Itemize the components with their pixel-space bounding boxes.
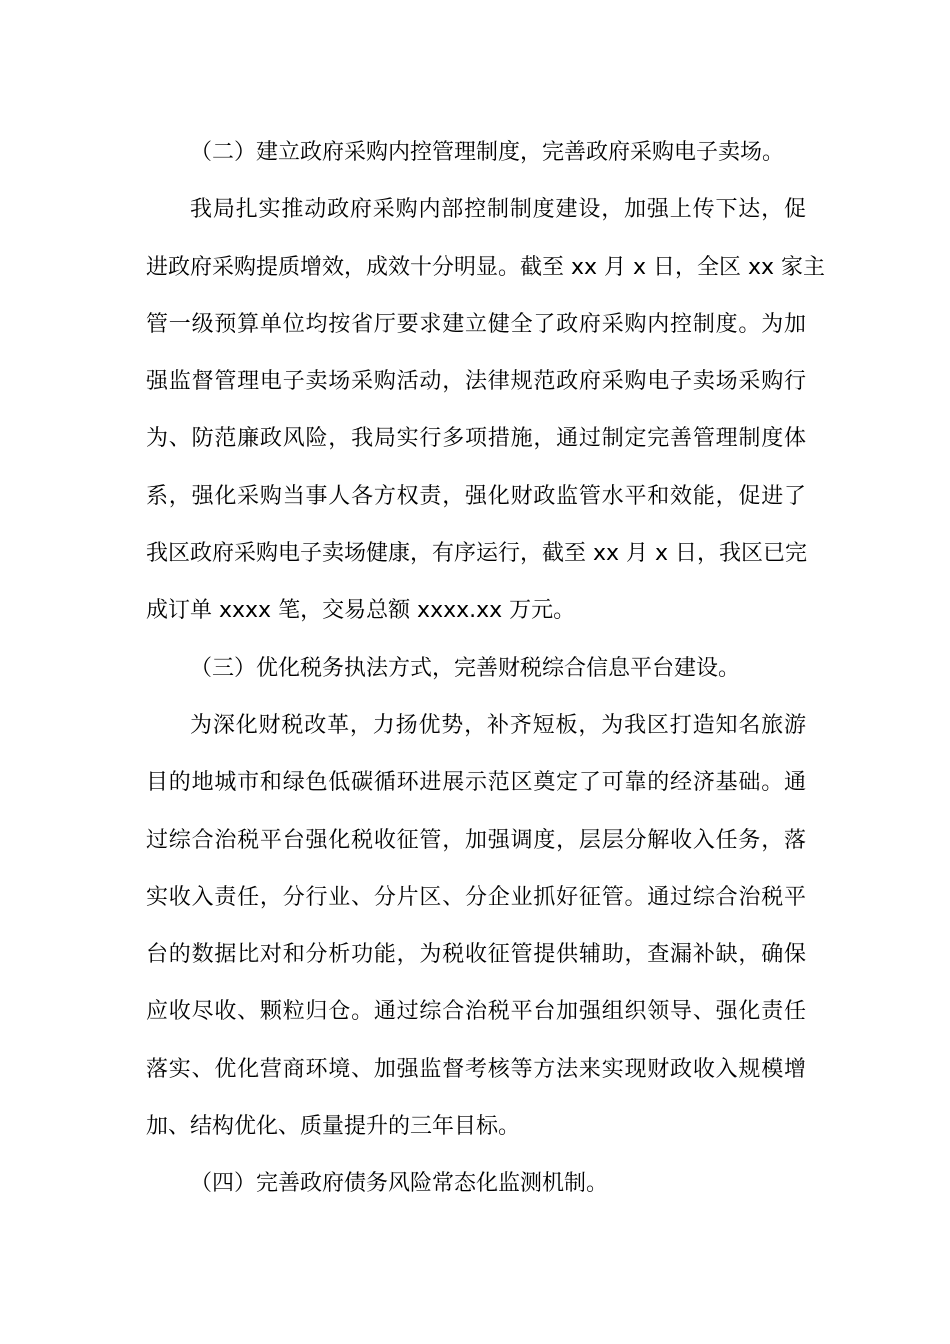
paragraph-line: 管一级预算单位均按省厅要求建立健全了政府采购内控制度。为加	[146, 311, 806, 337]
section-heading: （二）建立政府采购内控管理制度，完善政府采购电子卖场。	[190, 140, 785, 165]
section-heading: （三）优化税务执法方式，完善财税综合信息平台建设。	[190, 655, 741, 681]
section-heading: （四）完善政府债务风险常态化监测机制。	[190, 1171, 609, 1197]
paragraph-line: 进政府采购提质增效，成效十分明显。截至 xx 月 x 日，全区 xx 家主	[146, 254, 826, 280]
paragraph-line: 系，强化采购当事人各方权责，强化财政监管水平和效能，促进了	[146, 483, 806, 509]
paragraph-line: 我区政府采购电子卖场健康，有序运行，截至 xx 月 x 日，我区已完	[146, 541, 808, 567]
paragraph-line: 落实、优化营商环境、加强监督考核等方法来实现财政收入规模增	[146, 1056, 806, 1082]
paragraph-line: 过综合治税平台强化税收征管，加强调度，层层分解收入任务，落	[146, 827, 806, 853]
paragraph-line: 为、防范廉政风险，我局实行多项措施，通过制定完善管理制度体	[146, 426, 806, 452]
paragraph-line: 为深化财税改革，力扬优势，补齐短板，为我区打造知名旅游	[190, 712, 806, 738]
paragraph-line: 成订单 xxxx 笔，交易总额 xxxx.xx 万元。	[146, 598, 576, 624]
paragraph-line: 我局扎实推动政府采购内部控制制度建设，加强上传下达，促	[190, 197, 806, 223]
paragraph-line: 实收入责任，分行业、分片区、分企业抓好征管。通过综合治税平	[146, 884, 806, 910]
paragraph-line: 台的数据比对和分析功能，为税收征管提供辅助，查漏补缺，确保	[146, 942, 806, 968]
document-body	[146, 130, 826, 1219]
paragraph-line: 目的地城市和绿色低碳循环进展示范区奠定了可靠的经济基础。通	[146, 770, 806, 796]
paragraph-line: 强监督管理电子卖场采购活动，法律规范政府采购电子卖场采购行	[146, 369, 806, 395]
paragraph-line: 应收尽收、颗粒归仓。通过综合治税平台加强组织领导、强化责任	[146, 999, 806, 1025]
paragraph-line: 加、结构优化、质量提升的三年目标。	[146, 1114, 521, 1140]
